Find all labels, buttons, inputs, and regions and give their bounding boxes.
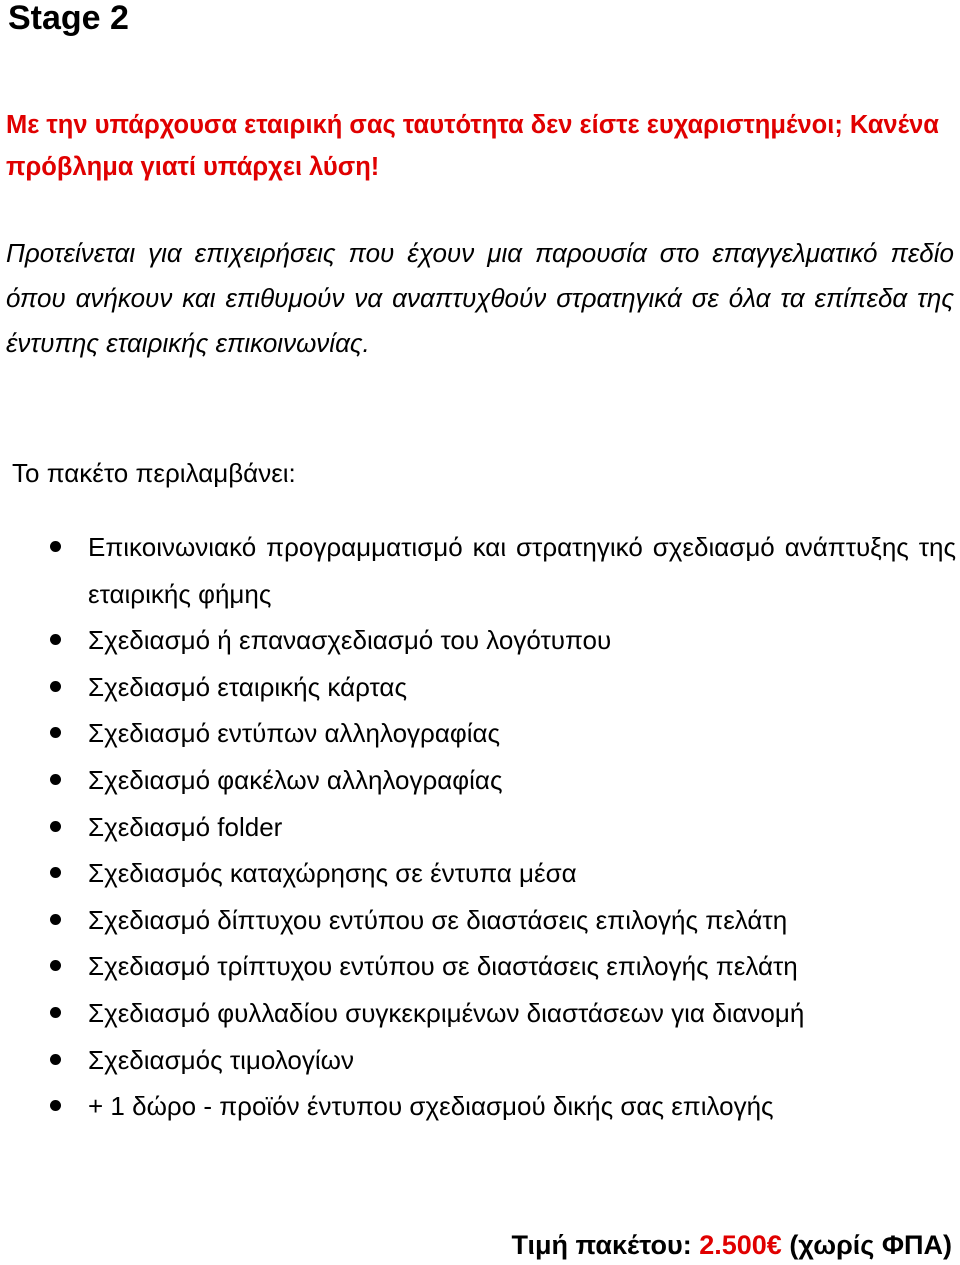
list-item-label: Σχεδιασμό φακέλων αλληλογραφίας	[88, 764, 503, 795]
list-item-label: Σχεδιασμό εταιρικής κάρτας	[88, 671, 407, 702]
bullet-icon	[50, 867, 61, 878]
list-item-label: Σχεδιασμός τιμολογίων	[88, 1044, 354, 1075]
bullet-icon	[50, 960, 61, 971]
bullet-icon	[50, 541, 61, 552]
package-heading: Το πακέτο περιλαμβάνει:	[12, 458, 296, 488]
bullet-icon	[50, 1100, 61, 1111]
bullet-icon	[50, 1054, 61, 1065]
list-item-label: Σχεδιασμός καταχώρησης σε έντυπα μέσα	[88, 858, 577, 889]
list-item-label: Σχεδιασμό folder	[88, 811, 283, 842]
package-feature-list	[0, 524, 956, 1130]
list-item	[0, 850, 956, 897]
price-label: Τιμή πακέτου:	[511, 1230, 700, 1260]
list-item	[0, 1037, 956, 1084]
list-item-label: + 1 δώρο - προϊόν έντυπου σχεδιασμού δικής σας επιλογής	[88, 1091, 774, 1122]
list-item-label: Σχεδιασμό φυλλαδίου συγκεκριμένων διαστάσεων για διανομή	[88, 997, 805, 1028]
list-item	[0, 710, 956, 757]
list-item	[0, 524, 956, 617]
bullet-icon	[50, 727, 61, 738]
list-item-label: Σχεδιασμό εντύπων αλληλογραφίας	[88, 718, 501, 749]
price-note: (χωρίς ΦΠΑ)	[781, 1230, 952, 1260]
list-item	[0, 990, 956, 1037]
bullet-icon	[50, 634, 61, 645]
list-item	[0, 1083, 956, 1130]
list-item-label: Σχεδιασμό τρίπτυχου εντύπου σε διαστάσεις επιλογής πελάτη	[88, 951, 798, 982]
package-description: Προτείνεται για επιχειρήσεις που έχουν μια παρουσία στο επαγγελματικό πεδίο όπου ανήκουν και επιθυμούν να αναπτυχθούν στρατηγικά σε όλα τα επίπεδα της έντυπης εταιρικής επικοινωνίας.	[6, 238, 954, 358]
bullet-icon	[50, 774, 61, 785]
list-item-label: Επικοινωνιακό προγραμματισμό και στρατηγικό σχεδιασμό ανάπτυξης της εταιρικής φήμης	[88, 532, 956, 609]
bullet-icon	[50, 914, 61, 925]
list-item-label: Σχεδιασμό δίπτυχου εντύπου σε διαστάσεις επιλογής πελάτη	[88, 904, 788, 935]
list-item	[0, 617, 956, 664]
page-title: Stage 2	[8, 0, 129, 37]
bullet-icon	[50, 821, 61, 832]
package-price	[511, 1225, 952, 1265]
list-item	[0, 943, 956, 990]
intro-text: Με την υπάρχουσα εταιρική σας ταυτότητα δεν είστε ευχαριστημένοι; Κανένα πρόβλημα γιατί υπάρχει λύση!	[6, 111, 939, 181]
list-item	[0, 664, 956, 711]
price-amount: 2.500€	[699, 1230, 782, 1260]
list-item-label: Σχεδιασμό ή επανασχεδιασμό του λογότυπου	[88, 625, 612, 656]
list-item	[0, 757, 956, 804]
list-item	[0, 804, 956, 851]
bullet-icon	[50, 681, 61, 692]
list-item	[0, 897, 956, 944]
bullet-icon	[50, 1007, 61, 1018]
